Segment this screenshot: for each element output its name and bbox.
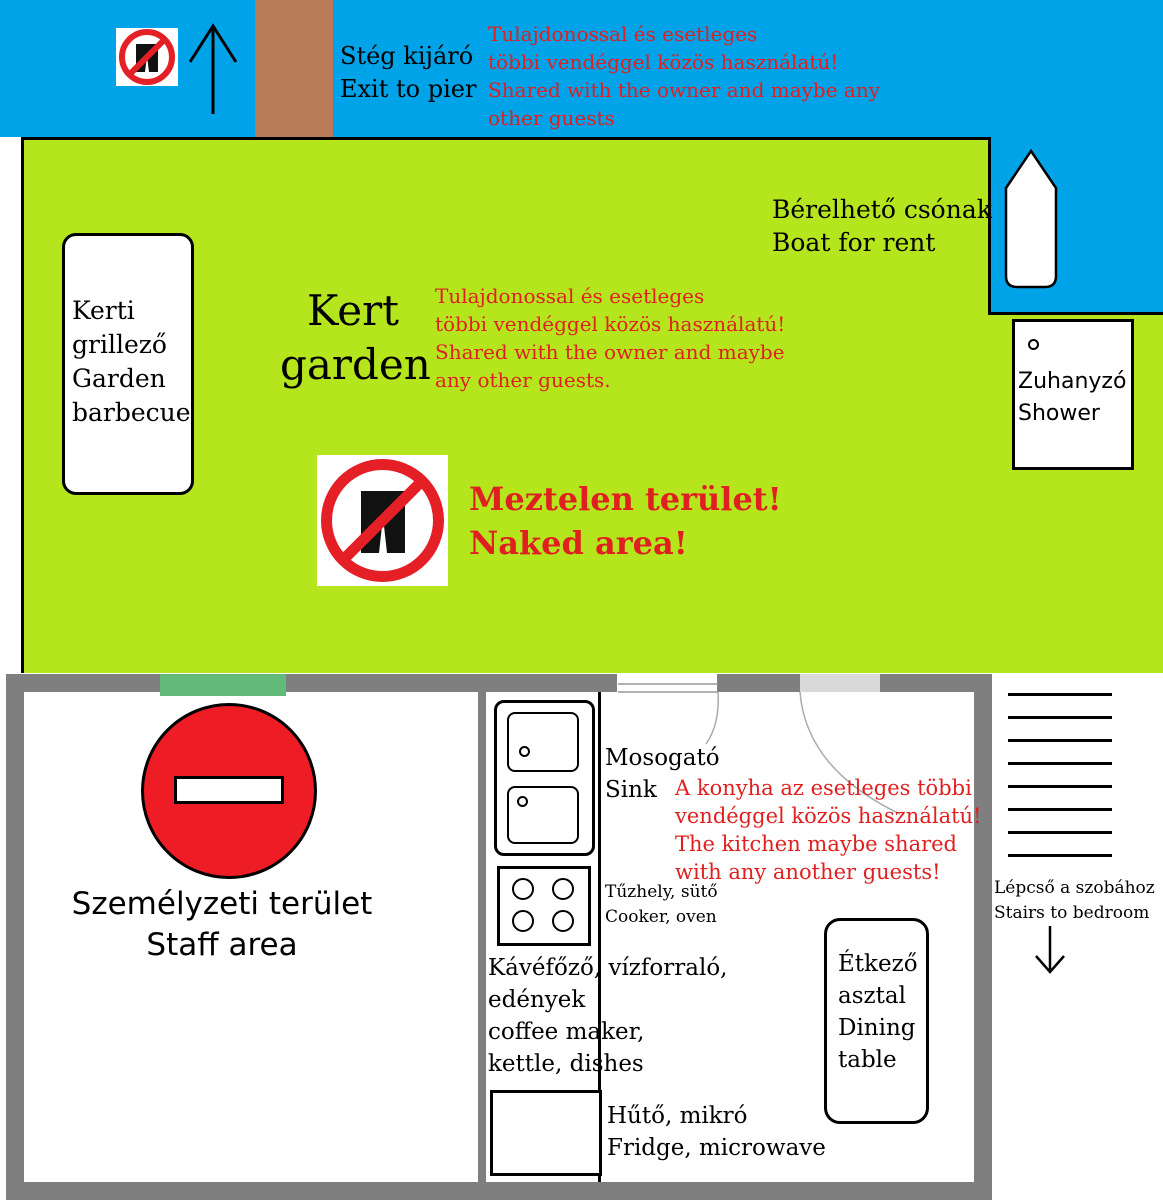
sink-basin [507, 712, 579, 772]
naked-area-label: Meztelen terület! Naked area! [469, 480, 782, 562]
garden-shared-note: Tulajdonossal és esetleges többi vendéggel közös használatú! Shared with the owner and maybe any other guests. [435, 284, 786, 392]
fridge-label: Hűtő, mikró Fridge, microwave [607, 1103, 826, 1161]
no-entry-icon [141, 703, 317, 879]
dining-table-label: Étkező asztal Dining table [838, 951, 918, 1073]
pier [255, 0, 333, 138]
no-swimwear-icon [116, 28, 178, 86]
cooker-label: Tűzhely, sütő Cooker, oven [605, 882, 718, 927]
burner-icon [552, 878, 574, 900]
shower-head-icon [1028, 339, 1039, 350]
pier-exit-label: Stég kijáró Exit to pier [340, 42, 477, 103]
arrow-down-icon [1032, 924, 1068, 976]
arrow-up-icon [186, 22, 240, 116]
no-swimwear-icon [317, 455, 448, 586]
interior-wall [478, 692, 486, 1182]
sink-label: Mosogató Sink [605, 745, 720, 803]
garden-door [160, 674, 286, 696]
burner-icon [512, 910, 534, 932]
boat-label: Bérelhető csónak Boat for rent [772, 195, 992, 257]
boat-icon [1003, 148, 1059, 290]
stairs [1008, 690, 1112, 870]
stairs-label: Lépcső a szobához Stairs to bedroom [994, 878, 1155, 923]
fridge [490, 1090, 602, 1176]
coffee-label: Kávéfőző, vízforraló, edények coffee maker, kettle, dishes [488, 955, 728, 1077]
burner-icon [512, 878, 534, 900]
burner-icon [552, 910, 574, 932]
barbecue-label: Kerti grillező Garden barbecue [72, 296, 191, 427]
pier-shared-note: Tulajdonossal és esetleges többi vendéggel közös használatú! Shared with the owner and maybe any other guests [488, 22, 881, 130]
kitchen-shared-note: A konyha az esetleges többi vendéggel közös használatú! The kitchen maybe shared with any another guests! [675, 776, 982, 884]
cooker [497, 866, 591, 946]
shower-label: Zuhanyzó Shower [1018, 369, 1127, 426]
staff-area-label: Személyzeti terület Staff area [71, 886, 373, 963]
garden-title: Kert garden [280, 286, 431, 389]
sink-basin [507, 786, 579, 844]
